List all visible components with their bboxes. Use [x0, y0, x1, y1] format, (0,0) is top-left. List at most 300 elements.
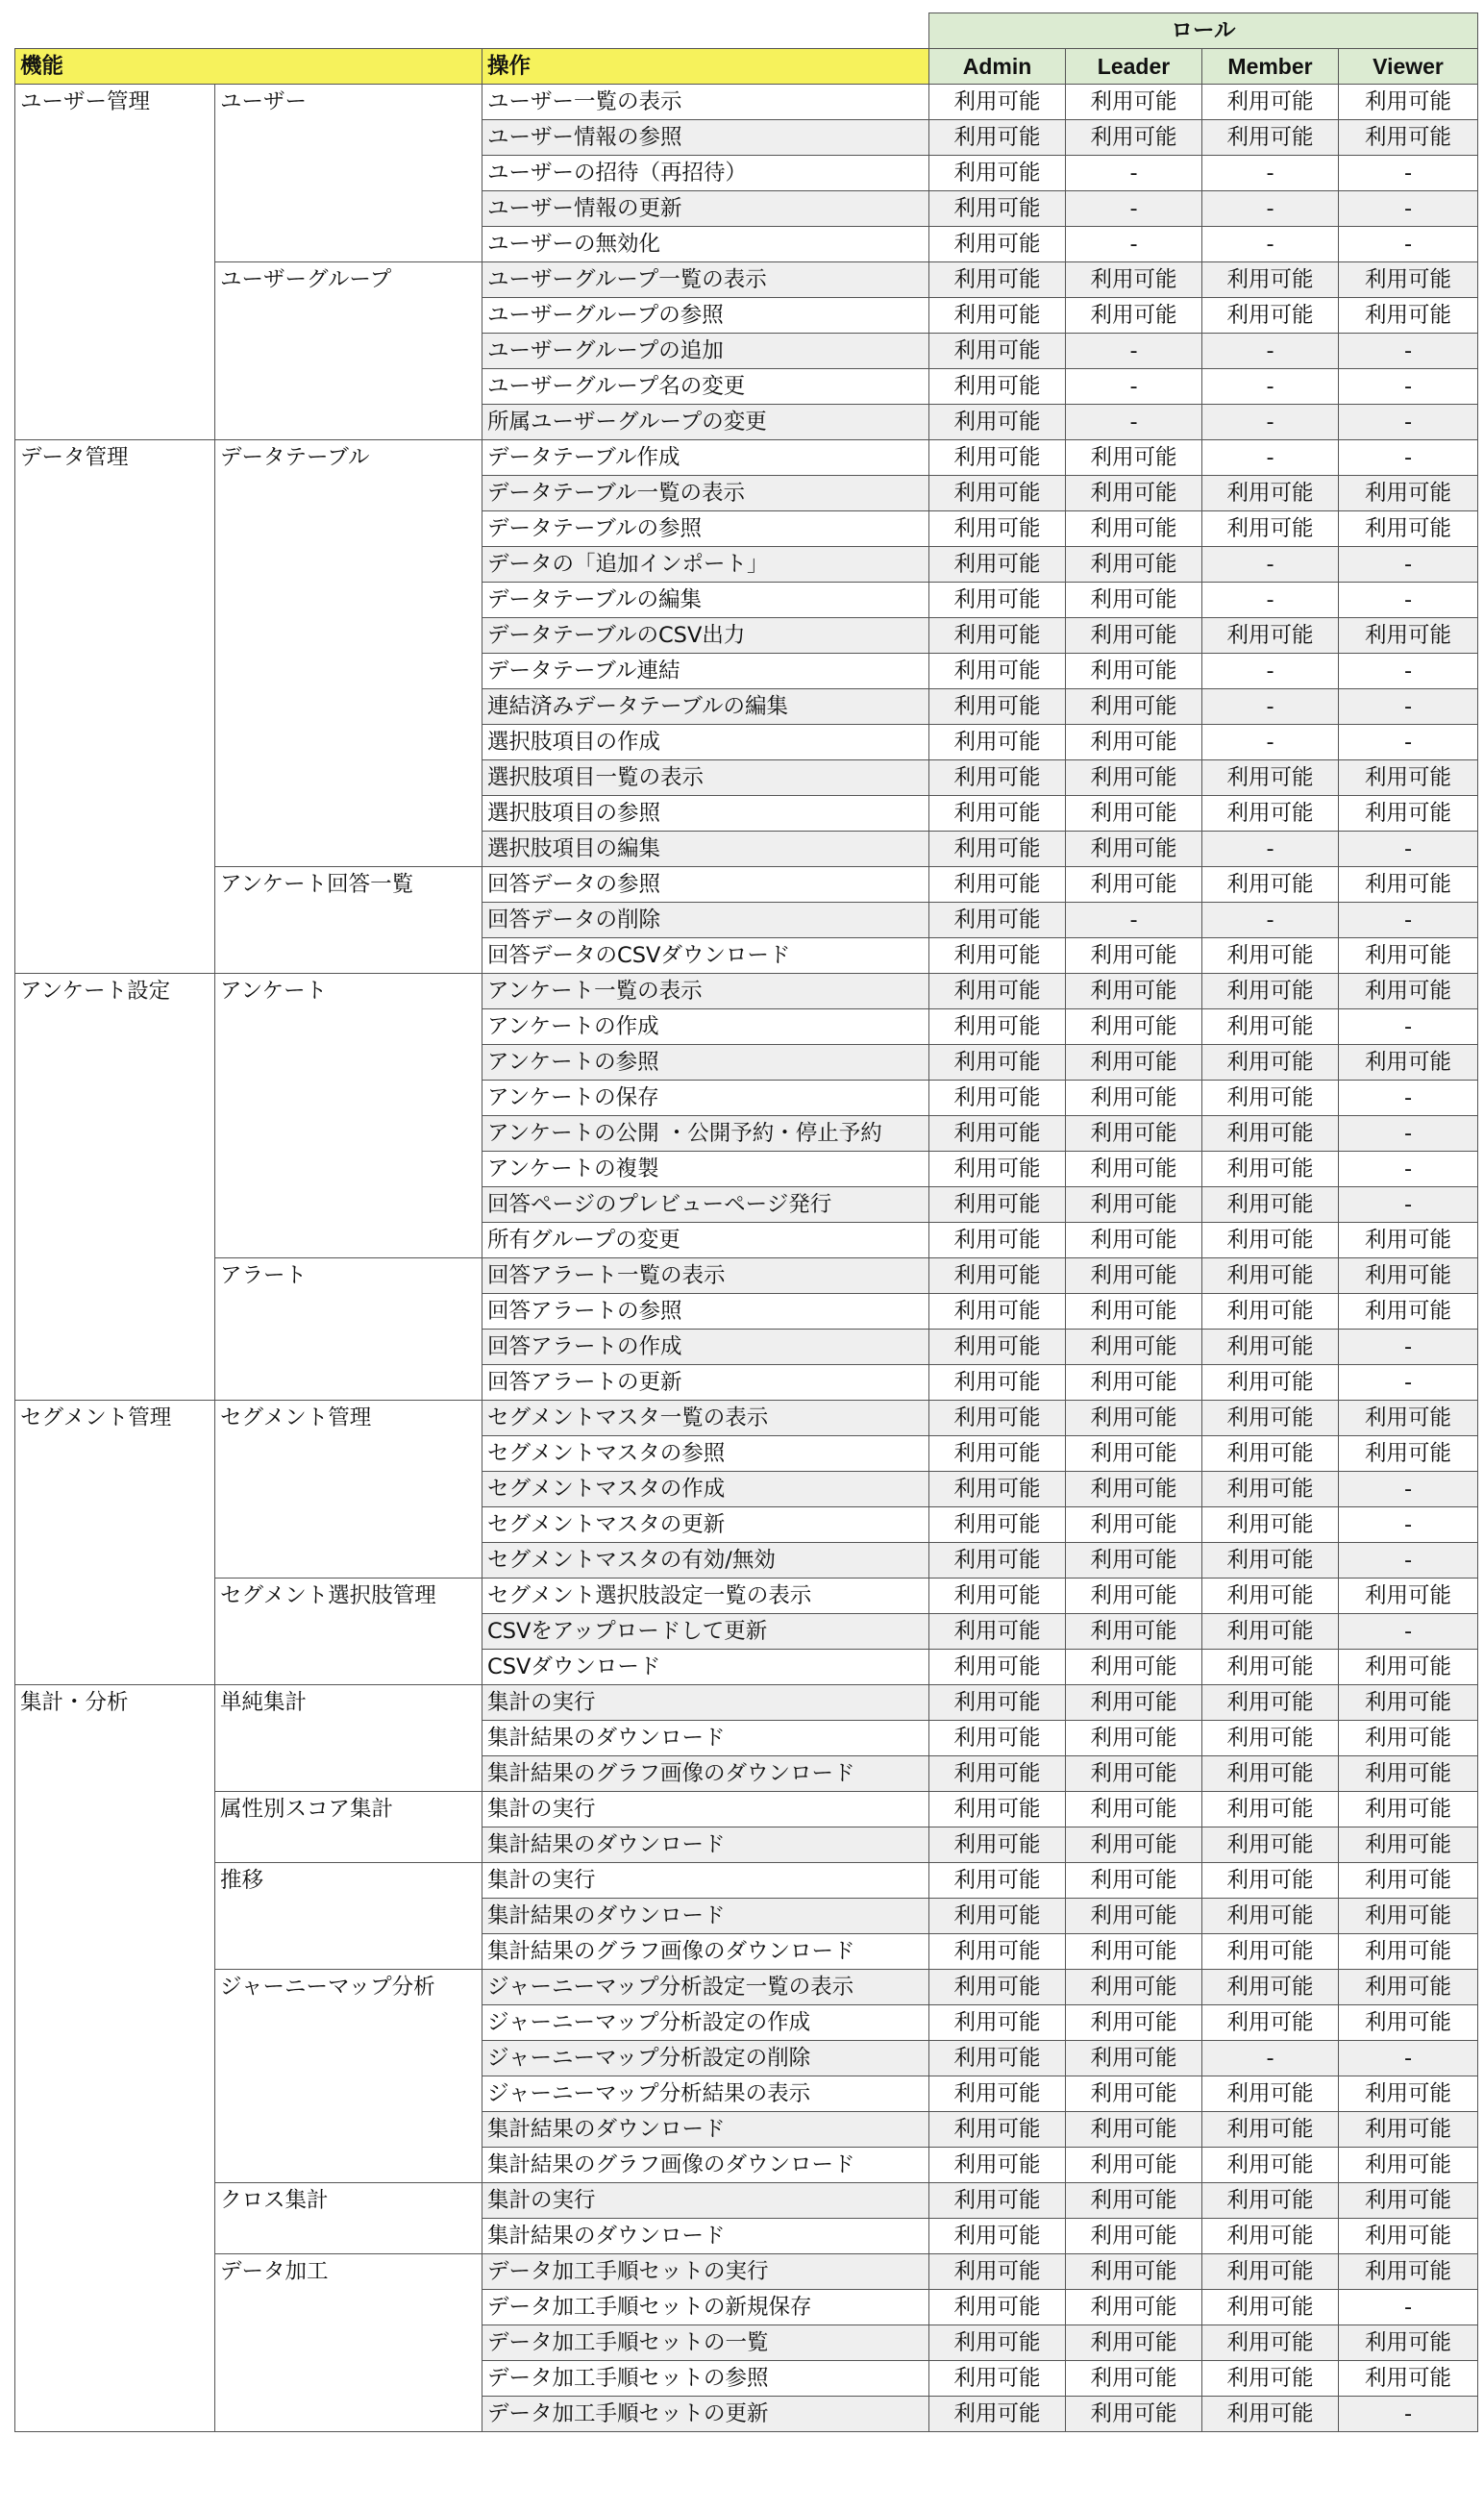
permission-cell-admin: 利用可能	[929, 440, 1066, 476]
permission-cell-viewer: -	[1339, 227, 1478, 262]
permission-cell-leader: 利用可能	[1066, 1899, 1202, 1934]
permission-cell-viewer: 利用可能	[1339, 796, 1478, 832]
permission-cell-admin: 利用可能	[929, 298, 1066, 334]
permission-cell-viewer: -	[1339, 369, 1478, 405]
permission-cell-admin: 利用可能	[929, 1721, 1066, 1756]
permission-cell-member: 利用可能	[1202, 1792, 1339, 1827]
permission-cell-admin: 利用可能	[929, 227, 1066, 262]
permission-cell-leader: 利用可能	[1066, 298, 1202, 334]
permission-cell-leader: -	[1066, 405, 1202, 440]
permission-cell-admin: 利用可能	[929, 1650, 1066, 1685]
operation-cell: 連結済みデータテーブルの編集	[482, 689, 929, 725]
permission-cell-viewer: -	[1339, 405, 1478, 440]
permission-cell-admin: 利用可能	[929, 1863, 1066, 1899]
permission-cell-member: 利用可能	[1202, 2254, 1339, 2290]
permission-cell-viewer: -	[1339, 583, 1478, 618]
header-row	[15, 49, 1478, 85]
permission-cell-leader: 利用可能	[1066, 2219, 1202, 2254]
permission-cell-leader: 利用可能	[1066, 1009, 1202, 1045]
permission-cell-admin: 利用可能	[929, 2290, 1066, 2325]
permission-cell-member: -	[1202, 405, 1339, 440]
operation-cell: 集計結果のダウンロード	[482, 1721, 929, 1756]
permission-cell-viewer: -	[1339, 334, 1478, 369]
permission-cell-leader: 利用可能	[1066, 1970, 1202, 2005]
permission-cell-leader: 利用可能	[1066, 832, 1202, 867]
table-row	[15, 85, 1478, 120]
operation-cell: 集計結果のグラフ画像のダウンロード	[482, 2148, 929, 2183]
permission-cell-viewer: -	[1339, 903, 1478, 938]
table-row	[15, 1792, 1478, 1827]
permission-cell-viewer: 利用可能	[1339, 2325, 1478, 2361]
operation-cell: データ加工手順セットの一覧	[482, 2325, 929, 2361]
permission-cell-leader: 利用可能	[1066, 511, 1202, 547]
permission-cell-admin: 利用可能	[929, 262, 1066, 298]
permission-table	[14, 12, 1478, 2432]
permission-cell-viewer: -	[1339, 1330, 1478, 1365]
permission-cell-viewer: -	[1339, 547, 1478, 583]
table-row	[15, 1863, 1478, 1899]
permission-cell-leader: 利用可能	[1066, 85, 1202, 120]
permission-cell-admin: 利用可能	[929, 1436, 1066, 1472]
permission-cell-viewer: 利用可能	[1339, 1863, 1478, 1899]
permission-cell-leader: 利用可能	[1066, 262, 1202, 298]
permission-cell-leader: 利用可能	[1066, 2397, 1202, 2432]
permission-cell-viewer: -	[1339, 1116, 1478, 1152]
operation-cell: セグメント選択肢設定一覧の表示	[482, 1579, 929, 1614]
category-cell: データ管理	[15, 440, 215, 974]
operation-cell: ユーザー一覧の表示	[482, 85, 929, 120]
permission-cell-viewer: 利用可能	[1339, 1721, 1478, 1756]
permission-cell-viewer: -	[1339, 1187, 1478, 1223]
permission-cell-member: 利用可能	[1202, 2361, 1339, 2397]
operation-cell: 集計結果のダウンロード	[482, 1827, 929, 1863]
permission-cell-admin: 利用可能	[929, 2254, 1066, 2290]
operation-cell: 回答データの参照	[482, 867, 929, 903]
permission-cell-admin: 利用可能	[929, 1401, 1066, 1436]
permission-cell-admin: 利用可能	[929, 974, 1066, 1009]
permission-cell-leader: 利用可能	[1066, 1614, 1202, 1650]
permission-cell-member: 利用可能	[1202, 1294, 1339, 1330]
permission-cell-member: -	[1202, 689, 1339, 725]
permission-cell-admin: 利用可能	[929, 476, 1066, 511]
permission-cell-viewer: -	[1339, 1614, 1478, 1650]
permission-cell-viewer: 利用可能	[1339, 120, 1478, 156]
permission-cell-admin: 利用可能	[929, 2183, 1066, 2219]
operation-cell: 集計の実行	[482, 1685, 929, 1721]
permission-cell-admin: 利用可能	[929, 2397, 1066, 2432]
operation-cell: データテーブルの編集	[482, 583, 929, 618]
permission-cell-leader: 利用可能	[1066, 440, 1202, 476]
permission-cell-leader: 利用可能	[1066, 120, 1202, 156]
operation-cell: 回答アラートの作成	[482, 1330, 929, 1365]
operation-cell: ユーザーの招待（再招待）	[482, 156, 929, 191]
permission-cell-leader: 利用可能	[1066, 1543, 1202, 1579]
operation-cell: CSVをアップロードして更新	[482, 1614, 929, 1650]
permission-cell-member: 利用可能	[1202, 1116, 1339, 1152]
permission-cell-leader: 利用可能	[1066, 1258, 1202, 1294]
permission-cell-admin: 利用可能	[929, 2148, 1066, 2183]
role-title: ロール	[929, 13, 1478, 49]
permission-cell-viewer: 利用可能	[1339, 85, 1478, 120]
permission-cell-admin: 利用可能	[929, 1934, 1066, 1970]
permission-cell-member: 利用可能	[1202, 1827, 1339, 1863]
permission-cell-admin: 利用可能	[929, 725, 1066, 760]
permission-cell-leader: 利用可能	[1066, 1223, 1202, 1258]
permission-table-body	[15, 85, 1478, 2432]
permission-cell-leader: 利用可能	[1066, 1579, 1202, 1614]
permission-cell-leader: 利用可能	[1066, 1365, 1202, 1401]
subcategory-cell: アンケート	[215, 974, 482, 1258]
permission-cell-viewer: 利用可能	[1339, 2005, 1478, 2041]
table-row	[15, 867, 1478, 903]
operation-cell: データテーブルの参照	[482, 511, 929, 547]
permission-cell-admin: 利用可能	[929, 1045, 1066, 1081]
subcategory-cell: ユーザーグループ	[215, 262, 482, 440]
permission-cell-admin: 利用可能	[929, 1970, 1066, 2005]
subcategory-cell: データ加工	[215, 2254, 482, 2432]
permission-cell-member: 利用可能	[1202, 1899, 1339, 1934]
permission-cell-member: 利用可能	[1202, 1330, 1339, 1365]
permission-cell-admin: 利用可能	[929, 1472, 1066, 1507]
permission-cell-viewer: 利用可能	[1339, 298, 1478, 334]
permission-cell-member: -	[1202, 369, 1339, 405]
permission-cell-member: 利用可能	[1202, 120, 1339, 156]
permission-cell-leader: -	[1066, 903, 1202, 938]
permission-cell-admin: 利用可能	[929, 938, 1066, 974]
operation-cell: 選択肢項目一覧の表示	[482, 760, 929, 796]
permission-cell-admin: 利用可能	[929, 1116, 1066, 1152]
permission-cell-leader: 利用可能	[1066, 760, 1202, 796]
role-header-admin: Admin	[929, 49, 1066, 85]
permission-cell-admin: 利用可能	[929, 1294, 1066, 1330]
permission-cell-member: 利用可能	[1202, 1401, 1339, 1436]
operation-cell: 集計結果のダウンロード	[482, 2112, 929, 2148]
operation-cell: セグメントマスタの更新	[482, 1507, 929, 1543]
permission-cell-viewer: 利用可能	[1339, 1756, 1478, 1792]
permission-cell-leader: 利用可能	[1066, 867, 1202, 903]
permission-cell-member: 利用可能	[1202, 2076, 1339, 2112]
operation-cell: 集計結果のグラフ画像のダウンロード	[482, 1756, 929, 1792]
permission-cell-member: 利用可能	[1202, 2219, 1339, 2254]
permission-cell-member: 利用可能	[1202, 1756, 1339, 1792]
operation-cell: アンケートの複製	[482, 1152, 929, 1187]
operation-cell: ジャーニーマップ分析設定一覧の表示	[482, 1970, 929, 2005]
permission-cell-admin: 利用可能	[929, 405, 1066, 440]
operation-cell: 回答データの削除	[482, 903, 929, 938]
permission-cell-admin: 利用可能	[929, 1827, 1066, 1863]
permission-cell-viewer: -	[1339, 1543, 1478, 1579]
permission-cell-leader: 利用可能	[1066, 2005, 1202, 2041]
category-cell: 集計・分析	[15, 1685, 215, 2432]
permission-cell-admin: 利用可能	[929, 1899, 1066, 1934]
table-row	[15, 262, 1478, 298]
permission-cell-viewer: -	[1339, 2397, 1478, 2432]
permission-cell-admin: 利用可能	[929, 1756, 1066, 1792]
permission-cell-leader: 利用可能	[1066, 1330, 1202, 1365]
operation-cell: アンケート一覧の表示	[482, 974, 929, 1009]
permission-cell-admin: 利用可能	[929, 1614, 1066, 1650]
permission-cell-leader: 利用可能	[1066, 2325, 1202, 2361]
permission-cell-leader: -	[1066, 191, 1202, 227]
permission-cell-leader: 利用可能	[1066, 1756, 1202, 1792]
permission-cell-member: 利用可能	[1202, 618, 1339, 654]
permission-cell-viewer: -	[1339, 156, 1478, 191]
permission-cell-viewer: 利用可能	[1339, 2254, 1478, 2290]
operation-cell: 所属ユーザーグループの変更	[482, 405, 929, 440]
permission-cell-member: -	[1202, 903, 1339, 938]
permission-cell-leader: 利用可能	[1066, 938, 1202, 974]
operation-cell: ユーザー情報の参照	[482, 120, 929, 156]
operation-cell: 回答データのCSVダウンロード	[482, 938, 929, 974]
operation-cell: データテーブル作成	[482, 440, 929, 476]
permission-cell-member: 利用可能	[1202, 476, 1339, 511]
permission-cell-leader: -	[1066, 156, 1202, 191]
permission-cell-leader: 利用可能	[1066, 1934, 1202, 1970]
permission-cell-admin: 利用可能	[929, 2112, 1066, 2148]
table-row	[15, 974, 1478, 1009]
table-row	[15, 1970, 1478, 2005]
permission-cell-member: 利用可能	[1202, 1934, 1339, 1970]
operation-cell: 回答アラートの更新	[482, 1365, 929, 1401]
subcategory-cell: アラート	[215, 1258, 482, 1401]
permission-cell-viewer: 利用可能	[1339, 1294, 1478, 1330]
permission-cell-viewer: -	[1339, 689, 1478, 725]
permission-cell-member: 利用可能	[1202, 1187, 1339, 1223]
permission-cell-admin: 利用可能	[929, 1081, 1066, 1116]
permission-cell-member: 利用可能	[1202, 2325, 1339, 2361]
operation-cell: CSVダウンロード	[482, 1650, 929, 1685]
subcategory-cell: データテーブル	[215, 440, 482, 867]
permission-cell-leader: 利用可能	[1066, 654, 1202, 689]
permission-cell-member: 利用可能	[1202, 2148, 1339, 2183]
permission-cell-admin: 利用可能	[929, 867, 1066, 903]
permission-cell-member: 利用可能	[1202, 760, 1339, 796]
operation-cell: ユーザーの無効化	[482, 227, 929, 262]
role-header-viewer: Viewer	[1339, 49, 1478, 85]
permission-cell-member: 利用可能	[1202, 298, 1339, 334]
permission-cell-viewer: 利用可能	[1339, 2219, 1478, 2254]
permission-cell-leader: 利用可能	[1066, 1792, 1202, 1827]
permission-cell-member: -	[1202, 583, 1339, 618]
permission-cell-admin: 利用可能	[929, 2219, 1066, 2254]
permission-cell-member: 利用可能	[1202, 1507, 1339, 1543]
permission-cell-member: 利用可能	[1202, 1045, 1339, 1081]
permission-cell-admin: 利用可能	[929, 1223, 1066, 1258]
permission-cell-admin: 利用可能	[929, 2005, 1066, 2041]
permission-cell-viewer: -	[1339, 440, 1478, 476]
permission-cell-viewer: 利用可能	[1339, 511, 1478, 547]
permission-cell-leader: 利用可能	[1066, 618, 1202, 654]
permission-cell-viewer: 利用可能	[1339, 2183, 1478, 2219]
category-cell: セグメント管理	[15, 1401, 215, 1685]
permission-cell-member: 利用可能	[1202, 974, 1339, 1009]
permission-cell-viewer: 利用可能	[1339, 262, 1478, 298]
permission-cell-admin: 利用可能	[929, 760, 1066, 796]
operation-cell: 選択肢項目の参照	[482, 796, 929, 832]
subcategory-cell: ジャーニーマップ分析	[215, 1970, 482, 2183]
permission-cell-admin: 利用可能	[929, 832, 1066, 867]
blank-corner	[15, 13, 929, 49]
permission-cell-viewer: 利用可能	[1339, 974, 1478, 1009]
operation-cell: アンケートの参照	[482, 1045, 929, 1081]
operation-cell: 所有グループの変更	[482, 1223, 929, 1258]
permission-cell-leader: 利用可能	[1066, 583, 1202, 618]
permission-cell-admin: 利用可能	[929, 654, 1066, 689]
permission-cell-leader: 利用可能	[1066, 547, 1202, 583]
permission-cell-viewer: 利用可能	[1339, 1045, 1478, 1081]
permission-cell-member: 利用可能	[1202, 2397, 1339, 2432]
operation-cell: ユーザーグループの追加	[482, 334, 929, 369]
operation-cell: アンケートの保存	[482, 1081, 929, 1116]
permission-cell-admin: 利用可能	[929, 2076, 1066, 2112]
permission-cell-viewer: 利用可能	[1339, 1899, 1478, 1934]
operation-cell: データ加工手順セットの更新	[482, 2397, 929, 2432]
permission-cell-viewer: -	[1339, 1152, 1478, 1187]
permission-cell-admin: 利用可能	[929, 85, 1066, 120]
operation-cell: 集計の実行	[482, 1863, 929, 1899]
permission-cell-member: 利用可能	[1202, 1365, 1339, 1401]
permission-cell-leader: 利用可能	[1066, 2361, 1202, 2397]
operation-cell: アンケートの公開 ・公開予約・停止予約	[482, 1116, 929, 1152]
operation-cell: 集計結果のダウンロード	[482, 1899, 929, 1934]
subcategory-cell: アンケート回答一覧	[215, 867, 482, 974]
table-row	[15, 1401, 1478, 1436]
permission-cell-admin: 利用可能	[929, 2325, 1066, 2361]
operation-cell: アンケートの作成	[482, 1009, 929, 1045]
operation-cell: ユーザー情報の更新	[482, 191, 929, 227]
operation-cell: 回答ページのプレビューページ発行	[482, 1187, 929, 1223]
permission-cell-admin: 利用可能	[929, 1009, 1066, 1045]
operation-cell: データテーブル一覧の表示	[482, 476, 929, 511]
permission-cell-viewer: 利用可能	[1339, 1685, 1478, 1721]
subcategory-cell: 推移	[215, 1863, 482, 1970]
permission-cell-viewer: -	[1339, 1081, 1478, 1116]
permission-cell-member: 利用可能	[1202, 85, 1339, 120]
permission-cell-member: -	[1202, 832, 1339, 867]
permission-cell-admin: 利用可能	[929, 2361, 1066, 2397]
role-header-member: Member	[1202, 49, 1339, 85]
permission-cell-member: 利用可能	[1202, 867, 1339, 903]
permission-cell-leader: 利用可能	[1066, 1152, 1202, 1187]
operation-cell: ユーザーグループ一覧の表示	[482, 262, 929, 298]
permission-cell-member: 利用可能	[1202, 1152, 1339, 1187]
permission-cell-viewer: -	[1339, 1009, 1478, 1045]
table-row	[15, 2183, 1478, 2219]
operation-cell: セグメントマスタ一覧の表示	[482, 1401, 929, 1436]
permission-cell-member: 利用可能	[1202, 1436, 1339, 1472]
permission-cell-viewer: 利用可能	[1339, 1827, 1478, 1863]
permission-cell-admin: 利用可能	[929, 618, 1066, 654]
operation-cell: 回答アラートの参照	[482, 1294, 929, 1330]
permission-cell-member: -	[1202, 440, 1339, 476]
permission-cell-viewer: 利用可能	[1339, 867, 1478, 903]
permission-cell-admin: 利用可能	[929, 796, 1066, 832]
permission-cell-admin: 利用可能	[929, 1330, 1066, 1365]
permission-cell-leader: 利用可能	[1066, 1116, 1202, 1152]
permission-cell-leader: 利用可能	[1066, 1045, 1202, 1081]
operation-cell: 回答アラート一覧の表示	[482, 1258, 929, 1294]
permission-cell-member: -	[1202, 547, 1339, 583]
permission-cell-viewer: -	[1339, 1472, 1478, 1507]
permission-cell-member: 利用可能	[1202, 511, 1339, 547]
permission-cell-admin: 利用可能	[929, 1579, 1066, 1614]
permission-cell-viewer: 利用可能	[1339, 1223, 1478, 1258]
permission-cell-leader: 利用可能	[1066, 725, 1202, 760]
permission-cell-viewer: -	[1339, 2041, 1478, 2076]
permission-cell-admin: 利用可能	[929, 120, 1066, 156]
permission-cell-admin: 利用可能	[929, 1507, 1066, 1543]
permission-cell-leader: 利用可能	[1066, 1650, 1202, 1685]
permission-cell-viewer: 利用可能	[1339, 2112, 1478, 2148]
permission-cell-member: 利用可能	[1202, 1863, 1339, 1899]
operation-cell: ジャーニーマップ分析結果の表示	[482, 2076, 929, 2112]
permission-cell-admin: 利用可能	[929, 2041, 1066, 2076]
operation-cell: セグメントマスタの参照	[482, 1436, 929, 1472]
permission-cell-leader: 利用可能	[1066, 2112, 1202, 2148]
permission-cell-member: 利用可能	[1202, 1081, 1339, 1116]
permission-cell-member: 利用可能	[1202, 2183, 1339, 2219]
permission-cell-member: 利用可能	[1202, 1223, 1339, 1258]
permission-cell-viewer: 利用可能	[1339, 618, 1478, 654]
permission-cell-viewer: 利用可能	[1339, 1436, 1478, 1472]
permission-cell-admin: 利用可能	[929, 511, 1066, 547]
permission-cell-leader: 利用可能	[1066, 1863, 1202, 1899]
permission-cell-member: 利用可能	[1202, 2005, 1339, 2041]
role-title-row	[15, 13, 1478, 49]
permission-cell-leader: 利用可能	[1066, 1294, 1202, 1330]
permission-cell-member: -	[1202, 191, 1339, 227]
permission-cell-member: -	[1202, 654, 1339, 689]
permission-cell-leader: 利用可能	[1066, 1436, 1202, 1472]
feature-header: 機能	[15, 49, 482, 85]
permission-cell-viewer: 利用可能	[1339, 1792, 1478, 1827]
operation-cell: ユーザーグループの参照	[482, 298, 929, 334]
table-row	[15, 1685, 1478, 1721]
operation-cell: ジャーニーマップ分析設定の作成	[482, 2005, 929, 2041]
permission-cell-viewer: 利用可能	[1339, 938, 1478, 974]
operation-cell: データテーブルのCSV出力	[482, 618, 929, 654]
permission-cell-leader: 利用可能	[1066, 1827, 1202, 1863]
permission-cell-leader: 利用可能	[1066, 1401, 1202, 1436]
permission-cell-member: -	[1202, 2041, 1339, 2076]
permission-cell-member: -	[1202, 227, 1339, 262]
permission-cell-leader: -	[1066, 334, 1202, 369]
permission-cell-viewer: -	[1339, 832, 1478, 867]
permission-cell-admin: 利用可能	[929, 1685, 1066, 1721]
permission-cell-viewer: -	[1339, 191, 1478, 227]
table-row	[15, 440, 1478, 476]
operation-cell: 集計結果のグラフ画像のダウンロード	[482, 1934, 929, 1970]
operation-cell: 集計結果のダウンロード	[482, 2219, 929, 2254]
permission-cell-admin: 利用可能	[929, 156, 1066, 191]
operation-header: 操作	[482, 49, 929, 85]
operation-cell: データ加工手順セットの参照	[482, 2361, 929, 2397]
operation-cell: データ加工手順セットの新規保存	[482, 2290, 929, 2325]
permission-cell-member: 利用可能	[1202, 1472, 1339, 1507]
permission-cell-viewer: 利用可能	[1339, 2076, 1478, 2112]
operation-cell: 集計の実行	[482, 1792, 929, 1827]
permission-cell-admin: 利用可能	[929, 1543, 1066, 1579]
category-cell: アンケート設定	[15, 974, 215, 1401]
permission-cell-member: 利用可能	[1202, 1614, 1339, 1650]
permission-cell-leader: 利用可能	[1066, 2290, 1202, 2325]
permission-cell-admin: 利用可能	[929, 547, 1066, 583]
permission-cell-viewer: 利用可能	[1339, 1258, 1478, 1294]
permission-cell-admin: 利用可能	[929, 1365, 1066, 1401]
permission-cell-leader: -	[1066, 369, 1202, 405]
permission-cell-viewer: -	[1339, 725, 1478, 760]
permission-cell-leader: 利用可能	[1066, 1721, 1202, 1756]
